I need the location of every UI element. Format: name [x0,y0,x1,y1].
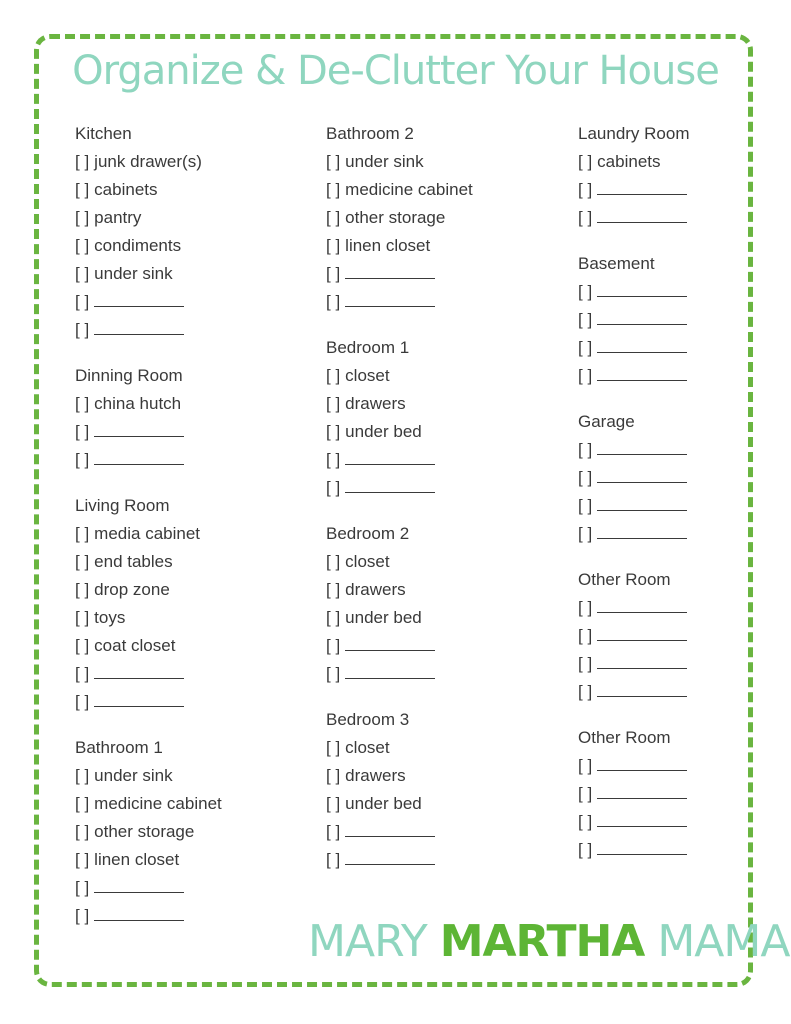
checkbox-marker: [ ] [75,822,90,841]
blank-line [94,878,184,893]
checklist-item-label: end tables [94,552,173,571]
checkbox-marker: [ ] [326,738,341,757]
column-3 [578,120,778,882]
checkbox-marker: [ ] [75,524,90,543]
checkbox-marker: [ ] [75,208,90,227]
blank-line [597,682,687,697]
checkbox-marker: [ ] [75,636,90,655]
checklist-item-label: drawers [345,580,406,599]
checkbox-marker: [ ] [326,450,341,469]
checkbox-marker: [ ] [326,264,341,283]
checklist-item [578,176,778,204]
checklist-item [75,660,275,688]
checklist-item [578,334,778,362]
checkbox-marker: [ ] [578,682,593,701]
checkbox-marker: [ ] [578,840,593,859]
checklist-item [578,204,778,232]
room-section [578,566,778,706]
checkbox-marker: [ ] [578,784,593,803]
blank-line [597,784,687,799]
room-section [326,706,526,874]
checkbox-marker: [ ] [578,440,593,459]
checkbox-marker: [ ] [75,180,90,199]
brand-logo [308,916,789,967]
checkbox-marker: [ ] [326,766,341,785]
checkbox-marker: [ ] [75,422,90,441]
blank-line [345,664,435,679]
checklist-item [75,632,275,660]
checklist-item [75,846,275,874]
blank-line [345,478,435,493]
checkbox-marker: [ ] [326,292,341,311]
room-section [75,734,275,930]
checklist-item-label: medicine cabinet [94,794,222,813]
checklist-item [326,288,526,316]
column-2 [326,120,526,892]
checkbox-marker: [ ] [75,766,90,785]
checklist-item-label: junk drawer(s) [94,152,202,171]
room-heading: Living Room [75,496,170,515]
checklist-item [326,232,526,260]
room-section [578,408,778,548]
checklist-item [326,604,526,632]
checklist-item [75,316,275,344]
checkbox-marker: [ ] [326,664,341,683]
room-heading: Garage [578,412,635,431]
brand-word-martha: MARTHA [439,916,645,967]
checklist-item [75,446,275,474]
checklist-item [75,288,275,316]
checklist-item [578,436,778,464]
blank-line [597,524,687,539]
checkbox-marker: [ ] [75,152,90,171]
blank-line [597,468,687,483]
blank-line [94,906,184,921]
room-section [75,120,275,344]
room-section [75,362,275,474]
checkbox-marker: [ ] [75,794,90,813]
checklist-item [75,604,275,632]
checklist-item [75,390,275,418]
checklist-item [326,660,526,688]
checklist-item-label: under bed [345,794,422,813]
room-heading: Bedroom 1 [326,338,410,357]
checklist-item [578,464,778,492]
blank-line [345,264,435,279]
blank-line [345,450,435,465]
room-section [578,250,778,390]
blank-line [597,598,687,613]
checklist-item [578,306,778,334]
brand-word-mary: MARY [308,916,427,967]
blank-line [94,692,184,707]
checklist-item [75,790,275,818]
checklist-item [326,390,526,418]
checklist-item [75,762,275,790]
checkbox-marker: [ ] [326,580,341,599]
room-section [578,120,778,232]
checkbox-marker: [ ] [326,552,341,571]
checklist-item [75,688,275,716]
checkbox-marker: [ ] [578,598,593,617]
checklist-item-label: drop zone [94,580,170,599]
blank-line [597,496,687,511]
checkbox-marker: [ ] [326,208,341,227]
blank-line [94,292,184,307]
blank-line [597,282,687,297]
page-title: Organize & De-Clutter Your House [72,48,719,94]
checklist-item [326,762,526,790]
room-heading: Other Room [578,570,671,589]
blank-line [94,422,184,437]
checklist-item [326,576,526,604]
checklist-item [75,260,275,288]
checklist-item [75,874,275,902]
checkbox-marker: [ ] [326,180,341,199]
checkbox-marker: [ ] [75,580,90,599]
room-heading: Dinning Room [75,366,183,385]
checkbox-marker: [ ] [578,366,593,385]
checklist-item-label: closet [345,738,390,757]
checklist-item [578,678,778,706]
checklist-item [326,474,526,502]
checklist-item [326,176,526,204]
blank-line [597,440,687,455]
checkbox-marker: [ ] [326,366,341,385]
room-heading: Bedroom 3 [326,710,410,729]
checklist-item [326,148,526,176]
checklist-item [578,594,778,622]
checklist-item [326,548,526,576]
checklist-item [326,204,526,232]
checklist-item [75,902,275,930]
checklist-item [578,520,778,548]
blank-line [597,208,687,223]
blank-line [597,654,687,669]
checklist-item [578,752,778,780]
checkbox-marker: [ ] [578,654,593,673]
checkbox-marker: [ ] [75,552,90,571]
checklist-item-label: drawers [345,394,406,413]
checkbox-marker: [ ] [578,152,593,171]
checkbox-marker: [ ] [326,422,341,441]
checklist-item [326,790,526,818]
room-section [326,120,526,316]
checkbox-marker: [ ] [578,626,593,645]
checkbox-marker: [ ] [326,794,341,813]
blank-line [597,180,687,195]
checklist-item [326,818,526,846]
checklist-item-label: under sink [94,264,173,283]
checkbox-marker: [ ] [326,152,341,171]
checklist-item-label: other storage [94,822,195,841]
room-section [326,520,526,688]
checklist-item [75,204,275,232]
checkbox-marker: [ ] [326,822,341,841]
checkbox-marker: [ ] [75,394,90,413]
checkbox-marker: [ ] [578,282,593,301]
checklist-item-label: under bed [345,608,422,627]
room-heading: Bathroom 2 [326,124,414,143]
checklist-item-label: cabinets [94,180,158,199]
blank-line [597,840,687,855]
checkbox-marker: [ ] [578,756,593,775]
blank-line [94,664,184,679]
checkbox-marker: [ ] [75,664,90,683]
blank-line [597,338,687,353]
checklist-item-label: closet [345,366,390,385]
checklist-item [578,362,778,390]
checkbox-marker: [ ] [578,468,593,487]
blank-line [597,626,687,641]
checklist-item [75,548,275,576]
checklist-item-label: drawers [345,766,406,785]
checkbox-marker: [ ] [326,478,341,497]
checklist-item [578,836,778,864]
checkbox-marker: [ ] [578,310,593,329]
checklist-item [578,650,778,678]
checklist-item [75,176,275,204]
checklist-item-label: condiments [94,236,182,255]
checklist-item-label: medicine cabinet [345,180,473,199]
checkbox-marker: [ ] [326,394,341,413]
checkbox-marker: [ ] [578,812,593,831]
room-heading: Basement [578,254,655,273]
checklist-item-label: media cabinet [94,524,201,543]
checkbox-marker: [ ] [326,608,341,627]
checklist-item [75,818,275,846]
checklist-item [326,260,526,288]
checkbox-marker: [ ] [326,236,341,255]
blank-line [345,292,435,307]
blank-line [597,812,687,827]
checkbox-marker: [ ] [578,338,593,357]
checkbox-marker: [ ] [75,450,90,469]
checklist-item [326,734,526,762]
checklist-item-label: linen closet [94,850,180,869]
checklist-item [578,808,778,836]
checklist-item-label: pantry [94,208,142,227]
checkbox-marker: [ ] [75,320,90,339]
checklist-item [326,362,526,390]
room-heading: Other Room [578,728,671,747]
blank-line [345,822,435,837]
checkbox-marker: [ ] [75,850,90,869]
checklist-item [326,632,526,660]
checkbox-marker: [ ] [326,850,341,869]
checklist-item [75,576,275,604]
checklist-item [75,520,275,548]
checklist-item [75,148,275,176]
checkbox-marker: [ ] [326,636,341,655]
checkbox-marker: [ ] [578,180,593,199]
room-heading: Bedroom 2 [326,524,410,543]
checklist-item [578,492,778,520]
checkbox-marker: [ ] [578,496,593,515]
room-section [326,334,526,502]
checkbox-marker: [ ] [75,236,90,255]
room-heading: Bathroom 1 [75,738,163,757]
checklist-item-label: under bed [345,422,422,441]
checkbox-marker: [ ] [578,208,593,227]
checkbox-marker: [ ] [578,524,593,543]
checklist-item-label: coat closet [94,636,176,655]
checklist-item [578,622,778,650]
blank-line [345,850,435,865]
column-1 [75,120,275,948]
checklist-item [326,418,526,446]
checklist-item-label: linen closet [345,236,431,255]
checklist-item [75,418,275,446]
checklist-item [75,232,275,260]
checkbox-marker: [ ] [75,692,90,711]
blank-line [94,320,184,335]
checkbox-marker: [ ] [75,906,90,925]
brand-word-mama: MAMA [657,916,790,967]
checkbox-marker: [ ] [75,264,90,283]
checklist-item [578,148,778,176]
checklist-item [578,278,778,306]
checklist-item [326,446,526,474]
blank-line [597,756,687,771]
blank-line [597,366,687,381]
blank-line [597,310,687,325]
blank-line [94,450,184,465]
blank-line [345,636,435,651]
checklist-item-label: cabinets [597,152,661,171]
checklist-item-label: under sink [94,766,173,785]
checkbox-marker: [ ] [75,608,90,627]
checkbox-marker: [ ] [75,878,90,897]
checklist-item [578,780,778,808]
checklist-item-label: toys [94,608,126,627]
checklist-item [326,846,526,874]
room-heading: Laundry Room [578,124,690,143]
checklist-item-label: closet [345,552,390,571]
room-section [75,492,275,716]
checklist-item-label: china hutch [94,394,182,413]
room-heading: Kitchen [75,124,132,143]
checkbox-marker: [ ] [75,292,90,311]
room-section [578,724,778,864]
checklist-item-label: other storage [345,208,446,227]
checklist-item-label: under sink [345,152,424,171]
